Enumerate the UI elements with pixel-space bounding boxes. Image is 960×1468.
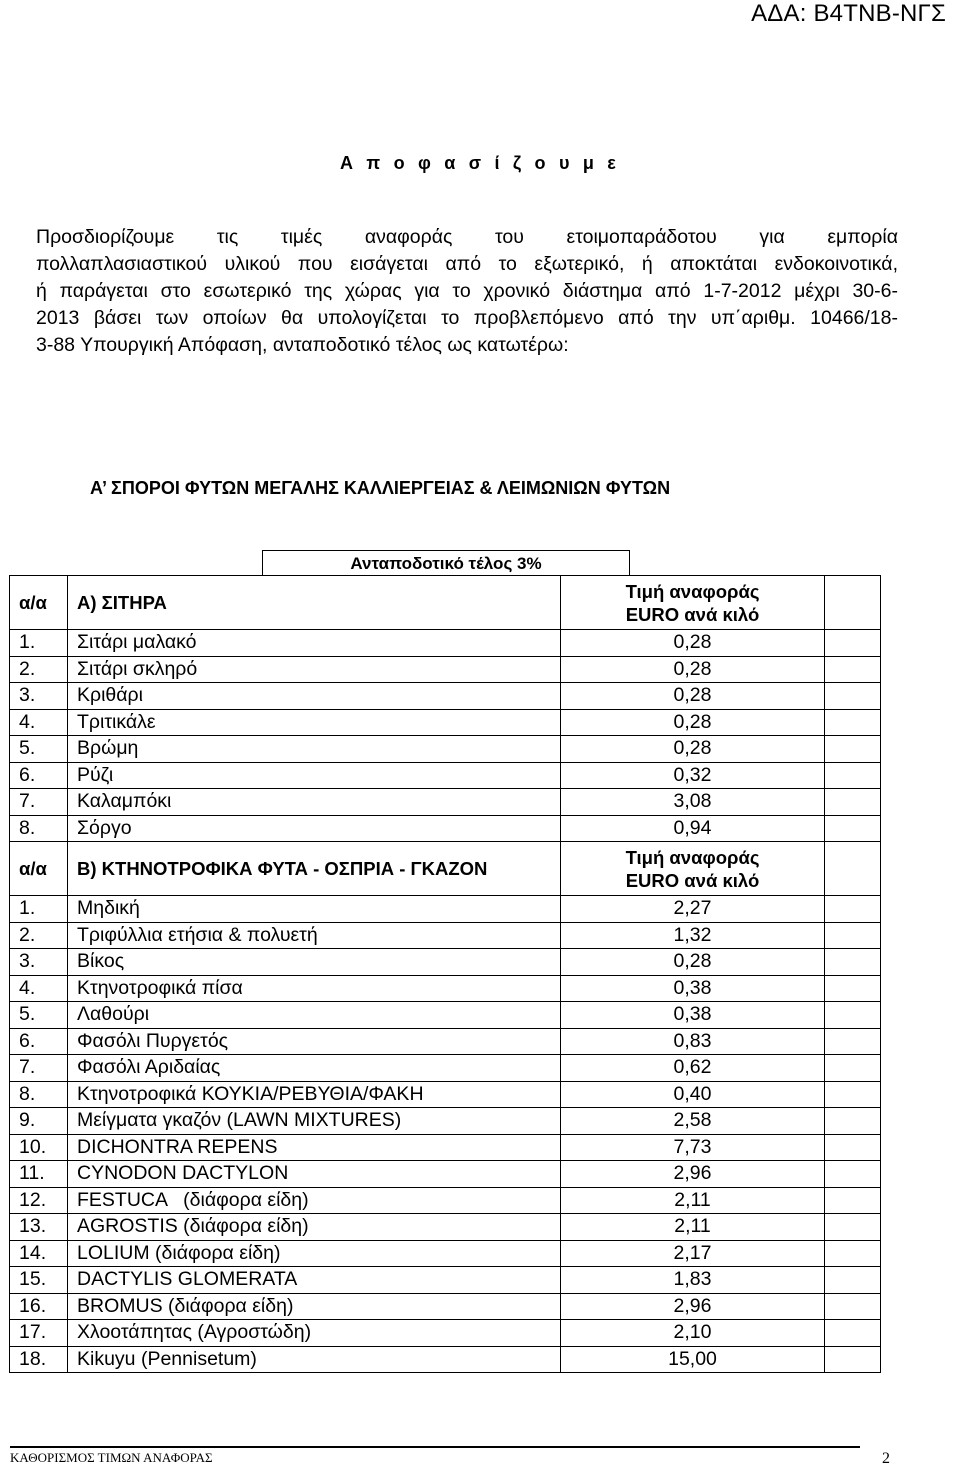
- footer-rule: [10, 1446, 860, 1448]
- empty-cell: [825, 762, 881, 789]
- empty-cell: [825, 1293, 881, 1320]
- row-number: 18.: [10, 1346, 68, 1373]
- empty-cell: [825, 630, 881, 657]
- row-number: 12.: [10, 1187, 68, 1214]
- price-header-line2: EURO ανά κιλό: [625, 870, 760, 891]
- table-row: [10, 1028, 881, 1055]
- reference-price: 7,73: [561, 1134, 825, 1161]
- table-row: [10, 922, 881, 949]
- empty-cell: [825, 1320, 881, 1347]
- empty-cell: [825, 949, 881, 976]
- table-row: [10, 1134, 881, 1161]
- product-name: Μείγματα γκαζόν (LAWN MIXTURES): [68, 1108, 561, 1135]
- table-row: [10, 1346, 881, 1373]
- decision-heading: Α π ο φ α σ ί ζ ο υ μ ε: [340, 153, 620, 173]
- empty-cell: [825, 1108, 881, 1135]
- table-row: [10, 1320, 881, 1347]
- reference-price: 0,28: [561, 656, 825, 683]
- empty-cell: [825, 1081, 881, 1108]
- paragraph-line: Προσδιορίζουμε τις τιμές αναφοράς του ετοιμοπαράδοτου για εμπορία: [36, 226, 898, 248]
- product-name: Σόργο: [68, 815, 561, 842]
- table-row: [10, 736, 881, 763]
- row-number: 8.: [10, 1081, 68, 1108]
- row-number: 1.: [10, 630, 68, 657]
- row-number: 15.: [10, 1267, 68, 1294]
- empty-cell: [825, 656, 881, 683]
- product-name: DACTYLIS GLOMERATA: [68, 1267, 561, 1294]
- price-header-line1: Τιμή αναφοράς: [625, 847, 760, 868]
- reference-price: 0,38: [561, 975, 825, 1002]
- reference-price: 2,11: [561, 1214, 825, 1241]
- row-number: 1.: [10, 896, 68, 923]
- ada-code: ΑΔΑ: Β4ΤΝΒ-ΝΓΣ: [751, 0, 946, 27]
- row-number: 8.: [10, 815, 68, 842]
- empty-cell: [825, 1055, 881, 1082]
- empty-cell: [825, 576, 881, 630]
- section-title: Α’ ΣΠΟΡΟΙ ΦΥΤΩΝ ΜΕΓΑΛΗΣ ΚΑΛΛΙΕΡΓΕΙΑΣ & ΛΕΙΜΩΝΙΩΝ ΦΥΤΩΝ: [90, 478, 671, 498]
- product-name: Τριφύλλια ετήσια & πολυετή: [68, 922, 561, 949]
- product-name: Βίκος: [68, 949, 561, 976]
- table-row: [10, 1081, 881, 1108]
- table-row: [10, 1161, 881, 1188]
- product-name: LOLIUM (διάφορα είδη): [68, 1240, 561, 1267]
- table-row: [10, 896, 881, 923]
- empty-cell: [825, 842, 881, 896]
- row-number: 3.: [10, 949, 68, 976]
- product-name: Λαθούρι: [68, 1002, 561, 1029]
- product-name: Μηδική: [68, 896, 561, 923]
- paragraph-line: ή παράγεται στο εσωτερικό της χώρας για το χρονικό διάστημα από 1-7-2012 μέχρι 30-6-: [36, 280, 898, 302]
- table-row: [10, 762, 881, 789]
- row-number: 2.: [10, 922, 68, 949]
- product-name: Φασόλι Αριδαίας: [68, 1055, 561, 1082]
- reference-price: 0,94: [561, 815, 825, 842]
- price-table: [9, 575, 881, 1373]
- row-number: 17.: [10, 1320, 68, 1347]
- product-name: Φασόλι Πυργετός: [68, 1028, 561, 1055]
- table-row: [10, 630, 881, 657]
- empty-cell: [825, 683, 881, 710]
- price-header: [561, 576, 825, 630]
- reference-price: 0,83: [561, 1028, 825, 1055]
- empty-cell: [825, 1240, 881, 1267]
- reference-price: 2,96: [561, 1161, 825, 1188]
- reference-price: 0,28: [561, 683, 825, 710]
- row-number: 14.: [10, 1240, 68, 1267]
- product-name: Τριτικάλε: [68, 709, 561, 736]
- product-name: Καλαμπόκι: [68, 789, 561, 816]
- row-number: 5.: [10, 736, 68, 763]
- product-name: Κτηνοτροφικά ΚΟΥΚΙΑ/ΡΕΒΥΘΙΑ/ΦΑΚΗ: [68, 1081, 561, 1108]
- row-number: 13.: [10, 1214, 68, 1241]
- group-title: Β) ΚΤΗΝΟΤΡΟΦΙΚΑ ΦΥΤΑ - ΟΣΠΡΙΑ - ΓΚΑΖΟΝ: [68, 842, 561, 896]
- table-row: [10, 1108, 881, 1135]
- row-number: 9.: [10, 1108, 68, 1135]
- product-name: BROMUS (διάφορα είδη): [68, 1293, 561, 1320]
- fee-label: Ανταποδοτικό τέλος 3%: [262, 550, 630, 575]
- table-row: [10, 1214, 881, 1241]
- reference-price: 2,17: [561, 1240, 825, 1267]
- table-row: [10, 949, 881, 976]
- reference-price: 0,62: [561, 1055, 825, 1082]
- price-header: [561, 842, 825, 896]
- intro-paragraph: [36, 224, 898, 359]
- table-row: [10, 709, 881, 736]
- product-name: Σιτάρι σκληρό: [68, 656, 561, 683]
- empty-cell: [825, 975, 881, 1002]
- group-header-row: [10, 842, 881, 896]
- product-name: Χλοοτάπητας (Αγροστώδη): [68, 1320, 561, 1347]
- empty-cell: [825, 1267, 881, 1294]
- reference-price: 2,96: [561, 1293, 825, 1320]
- reference-price: 0,38: [561, 1002, 825, 1029]
- reference-price: 0,40: [561, 1081, 825, 1108]
- empty-cell: [825, 1187, 881, 1214]
- empty-cell: [825, 896, 881, 923]
- product-name: Kikuyu (Pennisetum): [68, 1346, 561, 1373]
- price-header-line1: Τιμή αναφοράς: [625, 581, 760, 602]
- product-name: Κτηνοτροφικά πίσα: [68, 975, 561, 1002]
- reference-price: 1,83: [561, 1267, 825, 1294]
- reference-price: 3,08: [561, 789, 825, 816]
- empty-cell: [825, 789, 881, 816]
- reference-price: 0,28: [561, 630, 825, 657]
- reference-price: 1,32: [561, 922, 825, 949]
- table-row: [10, 1293, 881, 1320]
- group-title: Α) ΣΙΤΗΡΑ: [68, 576, 561, 630]
- product-name: DICHONTRA REPENS: [68, 1134, 561, 1161]
- empty-cell: [825, 736, 881, 763]
- reference-price: 0,32: [561, 762, 825, 789]
- table-row: [10, 1002, 881, 1029]
- reference-price: 15,00: [561, 1346, 825, 1373]
- table-row: [10, 789, 881, 816]
- reference-price: 0,28: [561, 709, 825, 736]
- paragraph-line: 3-88 Υπουργική Απόφαση, ανταποδοτικό τέλος ως κατωτέρω:: [36, 334, 569, 356]
- table-row: [10, 1187, 881, 1214]
- table-row: [10, 656, 881, 683]
- reference-price: 2,58: [561, 1108, 825, 1135]
- table-row: [10, 683, 881, 710]
- reference-price: 2,10: [561, 1320, 825, 1347]
- page-number: 2: [882, 1450, 890, 1467]
- product-name: Σιτάρι μαλακό: [68, 630, 561, 657]
- empty-cell: [825, 1214, 881, 1241]
- footer-title: ΚΑΘΟΡΙΣΜΟΣ ΤΙΜΩΝ ΑΝΑΦΟΡΑΣ: [10, 1450, 213, 1465]
- row-number: 11.: [10, 1161, 68, 1188]
- product-name: CYNODON DACTYLON: [68, 1161, 561, 1188]
- row-number: 6.: [10, 762, 68, 789]
- product-name: Βρώμη: [68, 736, 561, 763]
- product-name: FESTUCA (διάφορα είδη): [68, 1187, 561, 1214]
- reference-price: 0,28: [561, 736, 825, 763]
- row-number: 6.: [10, 1028, 68, 1055]
- row-number: 4.: [10, 975, 68, 1002]
- table-row: [10, 1240, 881, 1267]
- row-number: 7.: [10, 789, 68, 816]
- reference-price: 2,27: [561, 896, 825, 923]
- row-number: 10.: [10, 1134, 68, 1161]
- reference-price: 2,11: [561, 1187, 825, 1214]
- num-header: α/α: [10, 842, 68, 896]
- paragraph-line: 2013 βάσει των οποίων θα υπολογίζεται το προβλεπόμενο από την υπ΄αριθμ. 10466/18-: [36, 307, 898, 329]
- empty-cell: [825, 709, 881, 736]
- row-number: 4.: [10, 709, 68, 736]
- table-row: [10, 815, 881, 842]
- paragraph-line: πολλαπλασιαστικού υλικού που εισάγεται από το εξωτερικό, ή αποκτάται ενδοκοινοτικά,: [36, 253, 898, 275]
- row-number: 7.: [10, 1055, 68, 1082]
- price-header-line2: EURO ανά κιλό: [625, 604, 760, 625]
- empty-cell: [825, 1161, 881, 1188]
- row-number: 5.: [10, 1002, 68, 1029]
- empty-cell: [825, 1002, 881, 1029]
- empty-cell: [825, 1134, 881, 1161]
- product-name: Ρύζι: [68, 762, 561, 789]
- product-name: AGROSTIS (διάφορα είδη): [68, 1214, 561, 1241]
- table-row: [10, 975, 881, 1002]
- num-header: α/α: [10, 576, 68, 630]
- table-row: [10, 1267, 881, 1294]
- empty-cell: [825, 1346, 881, 1373]
- table-row: [10, 1055, 881, 1082]
- group-header-row: [10, 576, 881, 630]
- empty-cell: [825, 1028, 881, 1055]
- row-number: 2.: [10, 656, 68, 683]
- empty-cell: [825, 815, 881, 842]
- empty-cell: [825, 922, 881, 949]
- reference-price: 0,28: [561, 949, 825, 976]
- product-name: Κριθάρι: [68, 683, 561, 710]
- row-number: 3.: [10, 683, 68, 710]
- row-number: 16.: [10, 1293, 68, 1320]
